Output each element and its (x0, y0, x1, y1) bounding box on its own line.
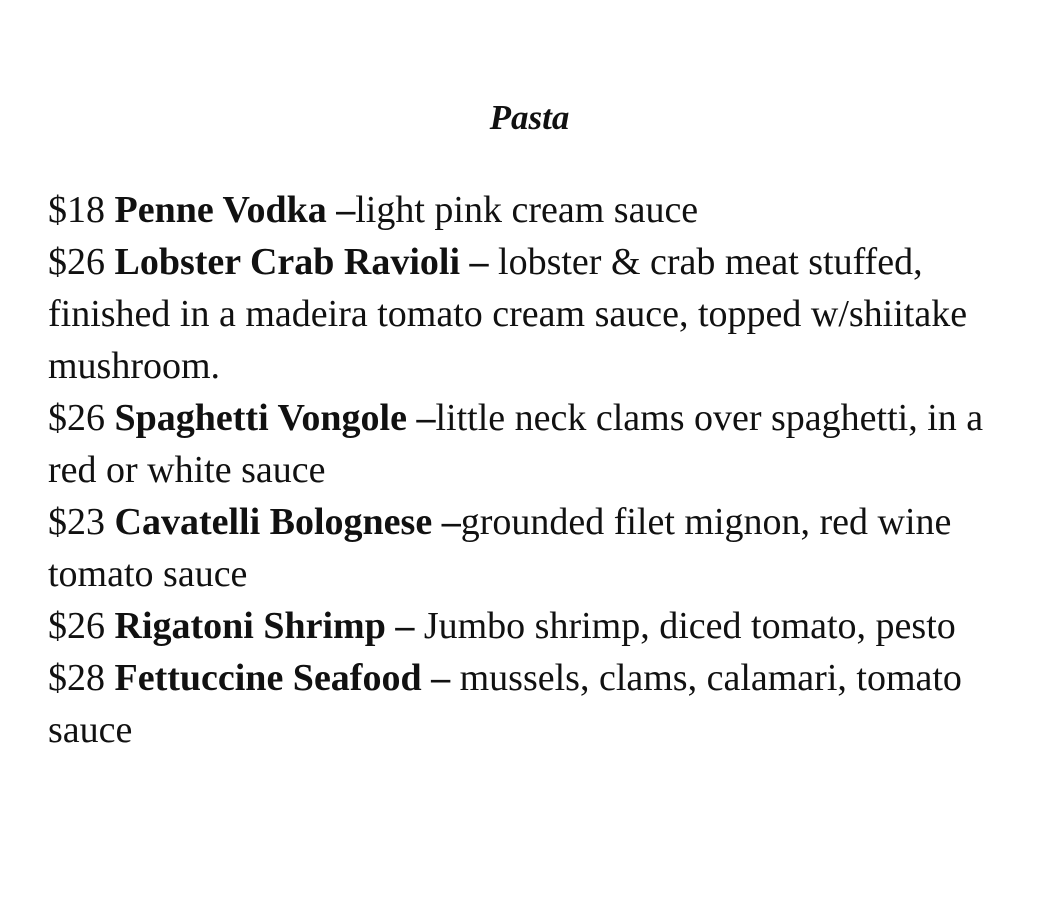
menu-item-cavatelli-bolognese (48, 496, 1038, 600)
item-description: mussels, clams, calamari, tomato sauce (48, 657, 962, 751)
menu-item-rigatoni-shrimp (48, 600, 1038, 652)
item-name: Rigatoni Shrimp – (114, 605, 415, 647)
item-name: Cavatelli Bolognese – (114, 501, 461, 543)
menu-item-penne-vodka (48, 184, 1038, 236)
item-description: lobster & crab meat stuffed, finished in a madeira tomato cream sauce, topped w/shiitake mushroom. (48, 241, 968, 387)
item-name: Lobster Crab Ravioli – (114, 241, 489, 283)
menu-item-spaghetti-vongole (48, 392, 1038, 496)
menu-list (48, 184, 1038, 756)
item-price: $26 (48, 605, 105, 647)
item-name: Spaghetti Vongole – (114, 397, 436, 439)
item-price: $26 (48, 397, 105, 439)
item-name: Penne Vodka – (114, 189, 356, 231)
item-description: grounded filet mignon, red wine tomato sauce (48, 501, 952, 595)
section-title: Pasta (489, 98, 570, 137)
item-price: $18 (48, 189, 105, 231)
menu-item-fettuccine-seafood (48, 652, 1038, 756)
item-description: Jumbo shrimp, diced tomato, pesto (414, 605, 956, 647)
item-price: $28 (48, 657, 105, 699)
item-name: Fettuccine Seafood – (114, 657, 451, 699)
item-description: little neck clams over spaghetti, in a red or white sauce (48, 397, 984, 491)
item-description: light pink cream sauce (355, 189, 699, 231)
item-price: $26 (48, 241, 105, 283)
menu-item-lobster-crab-ravioli (48, 236, 1038, 392)
item-price: $23 (48, 501, 105, 543)
